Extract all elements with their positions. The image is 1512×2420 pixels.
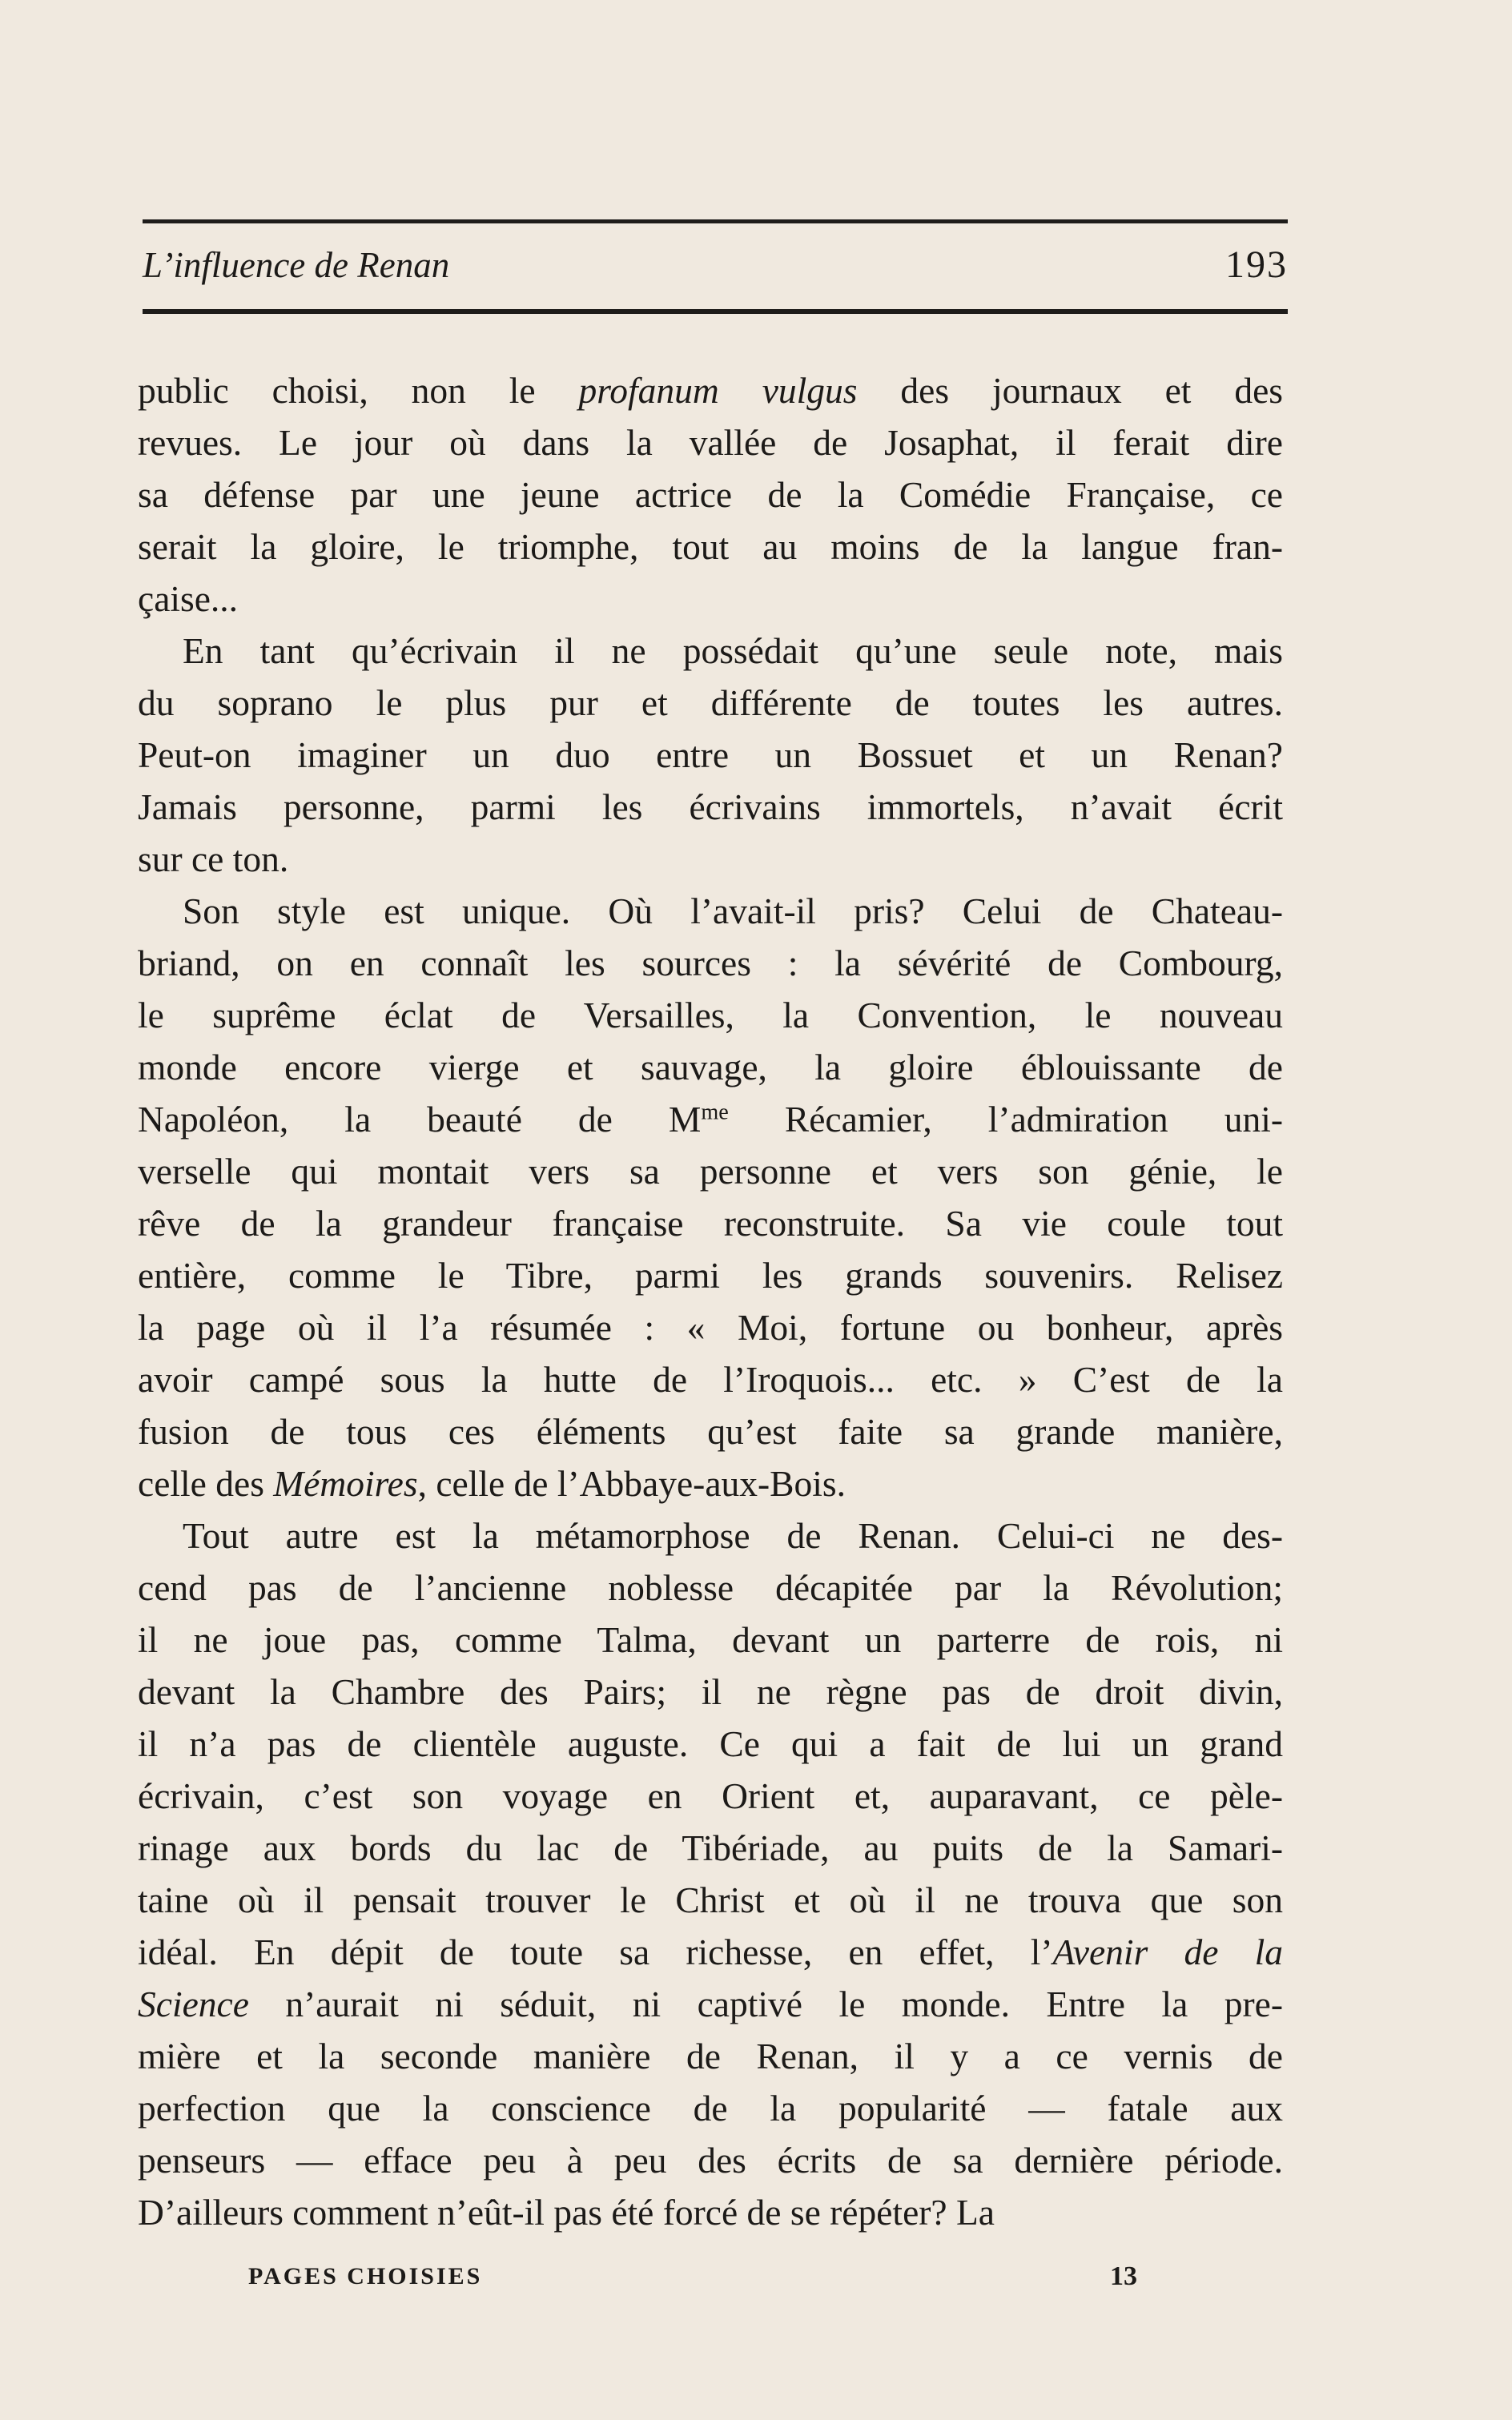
page-number: 193 — [1225, 243, 1288, 286]
text-line: Peut-on imaginer un duo entre un Bossuet et un Renan? — [138, 734, 1283, 775]
text-line: le suprême éclat de Versailles, la Convention, le nouveau — [138, 995, 1283, 1035]
text-line: fusion de tous ces éléments qu’est faite sa grande manière, — [138, 1411, 1283, 1452]
text-line: cend pas de l’ancienne noblesse décapitée par la Révolution; — [138, 1567, 1283, 1608]
text-line: D’ailleurs comment n’eût-il pas été forcé de se répéter? La — [138, 2192, 995, 2233]
text-line: rinage aux bords du lac de Tibériade, au puits de la Samari- — [138, 1827, 1283, 1868]
signature-mark: PAGES CHOISIES — [248, 2263, 483, 2289]
text-line: Science n’aurait ni séduit, ni captivé le monde. Entre la pre- — [138, 1984, 1283, 2024]
text-line: avoir campé sous la hutte de l’Iroquois... etc. » C’est de la — [138, 1359, 1283, 1400]
header-rule-top — [143, 219, 1288, 223]
text-line: Napoléon, la beauté de $M^{me}$ Récamier, l’admiration uni- — [138, 1099, 1284, 1140]
text-line: public choisi, non le profanum vulgus des journaux et des — [138, 370, 1284, 411]
text-line: monde encore vierge et sauvage, la gloire éblouissante de — [138, 1047, 1283, 1087]
text-line: Son style est unique. Où l’avait-il pris? Celui de Chateau- — [183, 890, 1283, 931]
paragraph — [138, 364, 1283, 625]
body-text — [138, 364, 1283, 2238]
text-line: celle des Mémoires, celle de l’Abbaye-aux-Bois. — [138, 1463, 846, 1504]
text-line: devant la Chambre des Pairs; il ne règne pas de droit divin, — [138, 1671, 1283, 1712]
text-line: il n’a pas de clientèle auguste. Ce qui a fait de lui un grand — [138, 1723, 1283, 1764]
paragraph — [138, 885, 1283, 1509]
text-line: rêve de la grandeur française reconstruite. Sa vie coule tout — [138, 1203, 1283, 1244]
text-line: Tout autre est la métamorphose de Renan. Celui-ci ne des- — [183, 1515, 1283, 1556]
text-line: mière et la seconde manière de Renan, il y a ce vernis de — [138, 2036, 1283, 2076]
text-line: Jamais personne, parmi les écrivains immortels, n’avait écrit — [138, 786, 1283, 827]
text-line: serait la gloire, le triomphe, tout au moins de la langue fran- — [138, 526, 1283, 567]
text-line: penseurs — efface peu à peu des écrits de sa dernière période. — [138, 2140, 1283, 2181]
text-line: çaise... — [138, 578, 239, 619]
text-line: il ne joue pas, comme Talma, devant un parterre de rois, ni — [138, 1619, 1283, 1660]
header-rule-bottom — [143, 309, 1288, 314]
signature-number: 13 — [1110, 2261, 1137, 2291]
text-line: revues. Le jour où dans la vallée de Josaphat, il ferait dire — [138, 422, 1283, 463]
text-line: idéal. En dépit de toute sa richesse, en effet, l’Avenir de la — [138, 1932, 1284, 1972]
text-line: En tant qu’écrivain il ne possédait qu’une seule note, mais — [183, 630, 1283, 671]
text-line: la page où il l’a résumée : « Moi, fortune ou bonheur, après — [138, 1307, 1283, 1348]
text-line: perfection que la conscience de la popularité — fatale aux — [138, 2088, 1283, 2129]
paragraph — [138, 1509, 1283, 2238]
text-line: verselle qui montait vers sa personne et vers son génie, le — [138, 1151, 1283, 1192]
paragraph — [138, 625, 1283, 885]
text-line: briand, on en connaît les sources : la sévérité de Combourg, — [138, 943, 1283, 983]
text-line: taine où il pensait trouver le Christ et où il ne trouva que son — [138, 1879, 1283, 1920]
text-line: sa défense par une jeune actrice de la Comédie Française, ce — [138, 474, 1283, 515]
text-line: écrivain, c’est son voyage en Orient et, auparavant, ce pèle- — [138, 1775, 1283, 1816]
text-line: sur ce ton. — [138, 838, 289, 879]
text-line: entière, comme le Tibre, parmi les grands souvenirs. Relisez — [138, 1255, 1283, 1296]
text-line: du soprano le plus pur et différente de toutes les autres. — [138, 682, 1283, 723]
running-title: L’influence de Renan — [143, 245, 450, 285]
page-footer — [248, 2257, 1137, 2297]
running-head — [143, 237, 1288, 293]
